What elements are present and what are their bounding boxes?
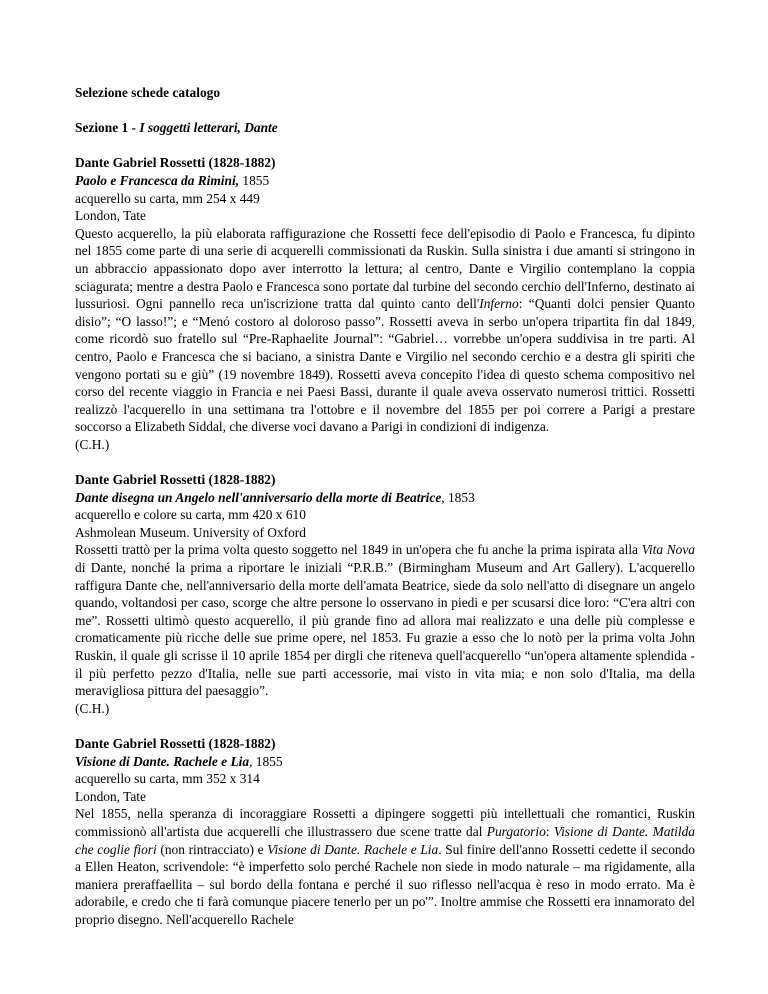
entry-credit: (C.H.): [75, 436, 110, 452]
entry-year: 1855: [239, 172, 270, 188]
catalog-entry-paolo-francesca: [75, 154, 695, 453]
entry-author: Dante Gabriel Rossetti (1828-1882): [75, 155, 276, 171]
catalog-page: [75, 84, 695, 929]
entry-title: Visione di Dante. Rachele e Lia: [75, 753, 250, 769]
entry-medium: acquerello su carta, mm 352 x 314: [75, 771, 260, 787]
entry-location: London, Tate: [75, 208, 146, 224]
entry-author: Dante Gabriel Rossetti (1828-1882): [75, 472, 276, 488]
section-title: I soggetti letterari, Dante: [139, 120, 278, 136]
entry-medium: acquerello e colore su carta, mm 420 x 610: [75, 507, 306, 523]
entry-credit: (C.H.): [75, 700, 110, 716]
section-prefix: Sezione 1 -: [75, 120, 140, 136]
entry-year: , 1855: [249, 753, 283, 769]
entry-medium: acquerello su carta, mm 254 x 449: [75, 190, 260, 206]
entry-year: , 1853: [441, 489, 475, 505]
entry-description: Nel 1855, nella speranza di incoraggiare Rossetti a dipingere soggetti più intellettuali che romantici, Ruskin commissionò all'artista due acquerelli che illustrassero due scene tratte dal Purgatorio: Visione di Dante. Matilda che coglie fiori (non rintracciato) e Visione di Dante. Rachele e Lia. Sul finire dell'anno Rossetti cedette il secondo a Ellen Heaton, scrivendole: “è imperfetto solo perché Rachele non siede in modo naturale – ma rigidamente, alla maniera preraffaellita – sul bordo della fontana e perché il suo riflesso nell'acqua è reso in modo errato. Ma è adorabile, e credo che ti farà comunque piacere tenerlo per un po'”. Inoltre ammise che Rossetti era innamorato del proprio disegno. Nell'acquerello Rachele: [75, 806, 695, 927]
entry-location: London, Tate: [75, 788, 146, 804]
entry-title: Paolo e Francesca da Rimini,: [75, 172, 240, 188]
section-heading: [75, 119, 695, 137]
entry-description: Questo acquerello, la più elaborata raffigurazione che Rossetti fece dell'episodio di Paolo e Francesca, fu dipinto nel 1855 come parte di una serie di acquerelli commissionati da Ruskin. Sulla sinistra i due amanti si stringono in un abbraccio appassionato dopo aver interrotto la lettura; al centro, Dante e Virgilio contemplano la coppia sciagurata; mentre a destra Paolo e Francesca sono portate dal turbine del secondo cerchio dell'Inferno, destinato ai lussuriosi. Ogni pannello reca un'iscrizione tratta dal quinto canto dell'Inferno: “Quanti dolci pensier Quanto disio”; “O lasso!”; e “Menó costoro al doloroso passo”. Rossetti aveva in serbo un'opera tripartita fin dal 1849, come ricordò suo fratello sul “Pre-Raphaelite Journal”: “Gabriel… vorrebbe un'opera suddivisa in tre parti. Al centro, Paolo e Francesca che si baciano, a sinistra Dante e Virgilio nel secondo cerchio e a destra gli spiriti che vengono portati su e giù” (19 novembre 1849). Rossetti aveva concepito l'idea di questo schema compositivo nel corso del recente viaggio in Francia e nei Paesi Bassi, durante il quale aveva osservato numerosi trittici. Rossetti realizzò l'acquerello in una settimana tra l'ottobre e il novembre del 1855 per poi correre a Parigi a prestare soccorso a Elizabeth Siddal, che diverse voci davano a Parigi in condizioni di indigenza.: [75, 225, 695, 435]
entry-author: Dante Gabriel Rossetti (1828-1882): [75, 735, 276, 751]
entry-description: Rossetti trattò per la prima volta questo soggetto nel 1849 in un'opera che fu anche la prima ispirata alla Vita Nova di Dante, nonché la prima a riportare le iniziali “P.R.B.” (Birmingham Museum and Art Gallery). L'acquerello raffigura Dante che, nell'anniversario della morte dell'amata Beatrice, siede da solo nell'atto di disegnare un angelo quando, voltandosi per caso, scorge che altre persone lo osservano in piedi e per scusarsi dice loro: “C'era altri con me”. Rossetti ultimò questo acquerello, il più grande fino ad allora mai realizzato e una delle più complesse e cromaticamente più ricche delle sue prime opere, nel 1853. Fu grazie a esso che lo notò per la prima volta John Ruskin, il quale gli scrisse il 10 aprile 1854 per dirgli che riteneva quell'acquerello “un'opera altamente splendida - il più perfetto pezzo d'Italia, nelle sue parti accessorie, mai visto in vita mia; e non solo d'Italia, ma della meravigliosa pittura del paesaggio”.: [75, 542, 695, 699]
catalog-entry-dante-angelo: [75, 471, 695, 717]
document-heading: Selezione schede catalogo: [75, 85, 221, 100]
catalog-entry-rachele-lia: [75, 735, 695, 929]
entry-location: Ashmolean Museum. University of Oxford: [75, 524, 306, 540]
entry-title-line: [75, 489, 695, 507]
entry-title: Dante disegna un Angelo nell'anniversario della morte di Beatrice: [75, 489, 442, 505]
entry-title-line: [75, 172, 695, 190]
entry-title-line: [75, 753, 695, 771]
